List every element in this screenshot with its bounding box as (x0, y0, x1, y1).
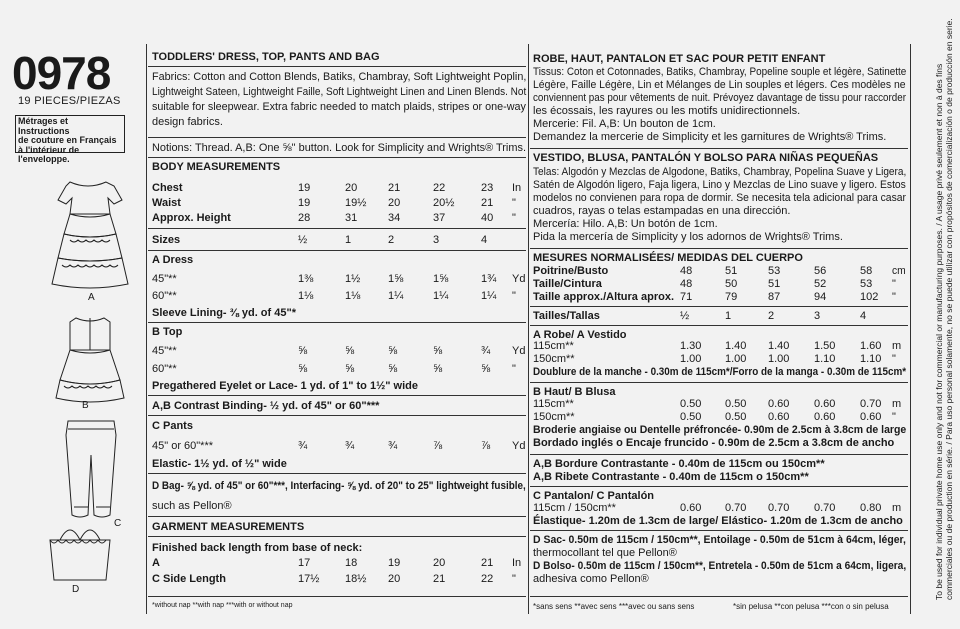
row-value: ⅝ (433, 345, 443, 357)
row-label: C Side Length (152, 573, 226, 585)
row-unit: m (892, 340, 902, 352)
row-value: 21 (388, 182, 401, 194)
rule (148, 157, 526, 158)
row-value: 1⅝ (388, 273, 404, 285)
row-value: 19½ (345, 197, 367, 209)
row-value: 0.70 (814, 502, 836, 514)
section-heading: MESURES NORMALISÉES/ MEDIDAS DEL CUERPO (533, 252, 803, 264)
row-label: Approx. Height (152, 212, 231, 224)
rule (530, 325, 908, 326)
row-unit: " (892, 411, 896, 423)
row-value: ¾ (481, 345, 491, 357)
side-line: commerciales ou de production en série. / Para uso personal solamente, no se puede utilizar con propósitos de comercialización o de producción en serie. (944, 18, 954, 600)
tissus-line: Légère, Faille Légère, Lin et Mélanges de Lin souples et légers. Ces modèles ne (533, 79, 906, 91)
bag-d-drawing (50, 530, 110, 580)
elastic-line: Elastic- 1½ yd. of ½" wide (152, 458, 287, 470)
row-value: 1¼ (433, 290, 449, 302)
sac-line: D Sac- 0.50m de 115cm / 150cm**, Entoilage - 0.50m de 51cm à 64cm, léger, (533, 534, 906, 546)
row-value: 0.60 (768, 398, 790, 410)
row-value: 21 (433, 573, 446, 585)
divider (528, 44, 529, 614)
row-unit: " (512, 290, 516, 302)
row-value: 56 (814, 265, 827, 277)
contrast-line: A,B Contrast Binding- ½ yd. of 45" or 60"*** (152, 400, 380, 412)
metrage-line: à l'intérieur de (18, 144, 80, 155)
row-value: 21 (481, 197, 494, 209)
size-value: 4 (481, 234, 488, 246)
row-value: 20 (345, 182, 358, 194)
row-label: Taille approx./Altura aprox. (533, 291, 674, 303)
row-unit: Yd (512, 345, 526, 357)
pants-c-drawing (66, 421, 116, 517)
telas-line: Satén de Algodón ligero, Faja ligera, Lino y Mezclas de Lino suave y ligero. Estos (533, 179, 906, 191)
row-value: 1¾ (481, 273, 497, 285)
pattern-number: 0978 (12, 47, 111, 99)
row-value: 0.60 (814, 411, 836, 423)
row-value: 1¼ (388, 290, 404, 302)
row-value: 1.60 (860, 340, 882, 352)
row-label: Chest (152, 182, 183, 194)
row-value: ⅝ (298, 363, 308, 375)
fabrics-line: suitable for sleepwear. Extra fabric needed to match plaids, stripes or one-way (152, 101, 526, 113)
row-value: 50 (725, 278, 738, 290)
row-unit: " (892, 278, 896, 290)
tissus-line: Tissus: Coton et Cotonnades, Batiks, Chambray, Popeline souple et légère, Satinette (533, 66, 907, 78)
row-value: 0.70 (768, 502, 790, 514)
row-value: 0.50 (725, 398, 747, 410)
view-label-b: B (82, 400, 89, 411)
row-value: ⅝ (345, 363, 355, 375)
rule (148, 596, 526, 597)
row-label: 60"** (152, 290, 177, 302)
row-value: 0.70 (725, 502, 747, 514)
side-line: To be used for individual private home use only and not for commercial or manufacturing purposes. / A usage privé seulement et non à des fins (934, 63, 944, 600)
row-unit: " (512, 573, 516, 585)
row-value: 1.10 (814, 353, 836, 365)
footnote: *without nap **with nap ***with or without nap (152, 602, 293, 609)
row-value: 53 (768, 265, 781, 277)
row-value: 20 (388, 573, 401, 585)
row-value: 48 (680, 278, 693, 290)
row-value: ⅝ (345, 345, 355, 357)
row-value: 102 (860, 291, 879, 303)
telas-line: modelos no convienen para ropa de dormir. Se necesita tela adicional para casar (533, 192, 907, 204)
row-value: 19 (298, 182, 311, 194)
size-value: 3 (814, 310, 821, 322)
size-value: 4 (860, 310, 867, 322)
row-value: 0.60 (814, 398, 836, 410)
bolso-line: D Bolso- 0.50m de 115cm / 150cm**, Entretela - 0.50m de 51cm a 64cm, ligera, (533, 560, 907, 572)
sac-line: thermocollant tel que Pellon® (533, 547, 677, 559)
size-value: ½ (298, 234, 308, 246)
row-unit: " (892, 291, 896, 303)
row-value: 20½ (433, 197, 455, 209)
row-value: 0.60 (768, 411, 790, 423)
section-heading: A Robe/ A Vestido (533, 329, 627, 341)
row-value: 51 (768, 278, 781, 290)
row-value: 1⅛ (298, 290, 314, 302)
rule (148, 395, 526, 396)
fabrics-line: design fabrics. (152, 116, 223, 128)
row-unit: Yd (512, 273, 526, 285)
section-heading: C Pantalon/ C Pantalón (533, 490, 655, 502)
row-value: 23 (481, 182, 494, 194)
row-label: 60"** (152, 363, 177, 375)
metrage-line: l'enveloppe. (18, 154, 70, 164)
row-value: 31 (345, 212, 358, 224)
row-value: 58 (860, 265, 873, 277)
row-value: 1.00 (725, 353, 747, 365)
section-title: VESTIDO, BLUSA, PANTALÓN Y BOLSO PARA NIÑAS PEQUEÑAS (533, 152, 879, 164)
section-heading: C Pants (152, 420, 193, 432)
size-value: 2 (388, 234, 395, 246)
row-value: 0.70 (860, 398, 882, 410)
size-value: 1 (345, 234, 352, 246)
finished-line: Finished back length from base of neck: (152, 542, 363, 554)
row-value: 18½ (345, 573, 367, 585)
row-value: 94 (814, 291, 827, 303)
section-heading: B Haut/ B Blusa (533, 386, 616, 398)
sizes-label: Tailles/Tallas (533, 310, 600, 322)
metrage-line: Métrages et Instructions (18, 116, 70, 136)
sizes-label: Sizes (152, 234, 181, 246)
section-heading: BODY MEASUREMENTS (152, 161, 281, 173)
row-value: 1¼ (481, 290, 497, 302)
row-value: ¾ (388, 440, 398, 452)
rule (148, 322, 526, 323)
row-label: A (152, 557, 160, 569)
section-heading: GARMENT MEASUREMENTS (152, 521, 305, 533)
top-b-drawing (56, 318, 124, 402)
bordado-line: Bordado inglés o Encaje fruncido - 0.90m de 2.5cm a 3.8cm de ancho (533, 437, 895, 449)
row-value: 28 (298, 212, 311, 224)
section-heading: A Dress (152, 254, 194, 266)
view-label-d: D (72, 584, 80, 595)
view-label-a: A (88, 292, 95, 303)
rule (530, 306, 908, 307)
size-value: 2 (768, 310, 775, 322)
telas-line: Telas: Algodón y Mezclas de Algodone, Batiks, Chambray, Popelina Suave y Ligera, (533, 166, 907, 178)
row-value: 18 (345, 557, 358, 569)
fabrics-line: Lightweight Sateen, Lightweight Faille, Soft Lightweight Linen and Linen Blends. Not (152, 86, 527, 98)
telas-line: cuadros, rayas o telas estampadas en una dirección. (533, 205, 791, 217)
row-label: 45"** (152, 273, 177, 285)
row-value: 0.80 (860, 502, 882, 514)
row-value: 79 (725, 291, 738, 303)
rule (530, 486, 908, 487)
bolso-line: adhesiva como Pellon® (533, 573, 649, 585)
row-value: 1⅜ (298, 273, 314, 285)
row-value: 17 (298, 557, 311, 569)
sleeve-line: Sleeve Lining- ⅜ yd. of 45"* (152, 307, 296, 319)
row-value: 37 (433, 212, 446, 224)
row-value: 51 (725, 265, 738, 277)
size-value: ½ (680, 310, 690, 322)
size-value: 1 (725, 310, 732, 322)
divider (146, 44, 147, 614)
rule (530, 248, 908, 249)
row-value: 1.00 (680, 353, 702, 365)
pregathered-line: Pregathered Eyelet or Lace- 1 yd. of 1" to 1½" wide (152, 380, 418, 392)
row-label: 150cm** (533, 353, 575, 365)
row-value: ¾ (345, 440, 355, 452)
rule (530, 596, 908, 597)
bag-line: such as Pellon® (152, 500, 232, 512)
row-label: Poitrine/Busto (533, 265, 609, 277)
rule (148, 415, 526, 416)
row-value: 21 (481, 557, 494, 569)
row-unit: m (892, 398, 902, 410)
doublure-line: Doublure de la manche - 0.30m de 115cm*/Forro de la manga - 0.30m de 115cm* (533, 366, 907, 378)
section-heading: B Top (152, 326, 183, 338)
broderie-line: Broderie angiaise ou Dentelle préfroncée- 0.90m de 2.5cm à 3.8cm de large (533, 424, 907, 436)
row-unit: Yd (512, 440, 526, 452)
row-value: 48 (680, 265, 693, 277)
row-value: ¾ (298, 440, 308, 452)
row-value: 0.60 (680, 502, 702, 514)
bordure-line: A,B Bordure Contrastante - 0.40m de 115cm ou 150cm** (533, 458, 825, 470)
row-unit: " (512, 212, 516, 224)
row-label: Waist (152, 197, 181, 209)
divider (910, 44, 911, 614)
ribete-line: A,B Ribete Contrastante - 0.40m de 115cm o 150cm** (533, 471, 809, 483)
row-label: Taille/Cintura (533, 278, 602, 290)
row-value: 20 (388, 197, 401, 209)
rule (148, 516, 526, 517)
size-value: 3 (433, 234, 440, 246)
row-value: ⅝ (433, 363, 443, 375)
row-label: 150cm** (533, 411, 575, 423)
usage-side-note (934, 18, 954, 600)
rule (148, 137, 526, 138)
demandez-line: Demandez la mercerie de Simplicity et les garnitures de Wrights® Trims. (533, 131, 887, 143)
notions-line: Notions: Thread. A,B: One ⅝" button. Look for Simplicity and Wrights® Trims. (152, 142, 526, 154)
row-value: 17½ (298, 573, 320, 585)
row-value: ⅝ (388, 345, 398, 357)
elastique-line: Élastique- 1.20m de 1.3cm de large/ Elástico- 1.20m de 1.3cm de ancho (533, 515, 903, 527)
row-label: 115cm / 150cm** (533, 502, 616, 514)
row-label: 115cm** (533, 340, 574, 352)
row-value: 1.00 (768, 353, 790, 365)
row-value: 20 (433, 557, 446, 569)
row-unit: " (512, 363, 516, 375)
rule (148, 228, 526, 229)
rule (530, 382, 908, 383)
row-value: 19 (388, 557, 401, 569)
tissus-line: les écossais, les rayures ou les motifs unidirectionnels. (533, 105, 801, 117)
row-value: ⅝ (481, 363, 491, 375)
row-unit: " (892, 353, 896, 365)
row-value: 1½ (345, 273, 361, 285)
mercerie-line: Mercerie: Fil. A,B: Un bouton de 1cm. (533, 118, 716, 130)
rule (148, 66, 526, 67)
row-value: ⅝ (298, 345, 308, 357)
row-value: 0.50 (680, 398, 702, 410)
row-unit: In (512, 182, 522, 194)
row-value: ⅞ (433, 440, 443, 452)
row-value: 0.50 (725, 411, 747, 423)
rule (148, 536, 526, 537)
row-value: 22 (433, 182, 446, 194)
metrage-line: de couture en Français (18, 135, 117, 145)
tissus-line: conviennent pas pour vêtements de nuit. Prévoyez davantage de tissu pour raccorder (533, 92, 907, 104)
footnote: *sin pelusa **con pelusa ***con o sin pelusa (733, 602, 889, 611)
row-value: 40 (481, 212, 494, 224)
metrage-note-box (15, 115, 125, 164)
fabrics-line: Fabrics: Cotton and Cotton Blends, Batiks, Chambray, Soft Lightweight Poplin, (152, 71, 527, 83)
footnote: *sans sens **avec sens ***avec ou sans sens (533, 602, 695, 611)
row-value: 19 (298, 197, 311, 209)
row-label: 115cm** (533, 398, 574, 410)
row-unit: In (512, 557, 522, 569)
section-title: TODDLERS' DRESS, TOP, PANTS AND BAG (152, 51, 380, 63)
row-value: ⅝ (388, 363, 398, 375)
rule (530, 454, 908, 455)
row-value: 1⅛ (345, 290, 361, 302)
row-value: 22 (481, 573, 494, 585)
row-label: 45" or 60"*** (152, 440, 214, 452)
merceria-line: Mercería: Hilo. A,B: Un botón de 1cm. (533, 218, 718, 230)
row-value: 1.10 (860, 353, 882, 365)
technical-drawings (30, 170, 140, 600)
row-value: 87 (768, 291, 781, 303)
rule (148, 250, 526, 251)
row-unit: cm (892, 265, 906, 277)
row-value: 71 (680, 291, 693, 303)
row-value: 1⅝ (433, 273, 449, 285)
rule (148, 473, 526, 474)
bag-line: D Bag- ⅝ yd. of 45" or 60"***, Interfacing- ⅝ yd. of 20" to 25" lightweight fusible, (152, 480, 526, 492)
row-unit: m (892, 502, 902, 514)
row-label: 45"** (152, 345, 177, 357)
view-label-c: C (114, 518, 122, 529)
row-value: 52 (814, 278, 827, 290)
row-value: 1.40 (725, 340, 747, 352)
row-value: 34 (388, 212, 401, 224)
row-value: ⅞ (481, 440, 491, 452)
row-value: 1.50 (814, 340, 836, 352)
row-value: 1.40 (768, 340, 790, 352)
dress-a-drawing (52, 182, 128, 288)
row-value: 53 (860, 278, 873, 290)
row-value: 0.50 (680, 411, 702, 423)
pieces-count: 19 PIECES/PIEZAS (18, 95, 121, 107)
row-value: 0.60 (860, 411, 882, 423)
row-unit: " (512, 197, 516, 209)
rule (530, 530, 908, 531)
rule (530, 148, 908, 149)
pida-line: Pida la mercería de Simplicity y los adornos de Wrights® Trims. (533, 231, 843, 243)
section-title: ROBE, HAUT, PANTALON ET SAC POUR PETIT ENFANT (533, 53, 826, 65)
row-value: 1.30 (680, 340, 702, 352)
